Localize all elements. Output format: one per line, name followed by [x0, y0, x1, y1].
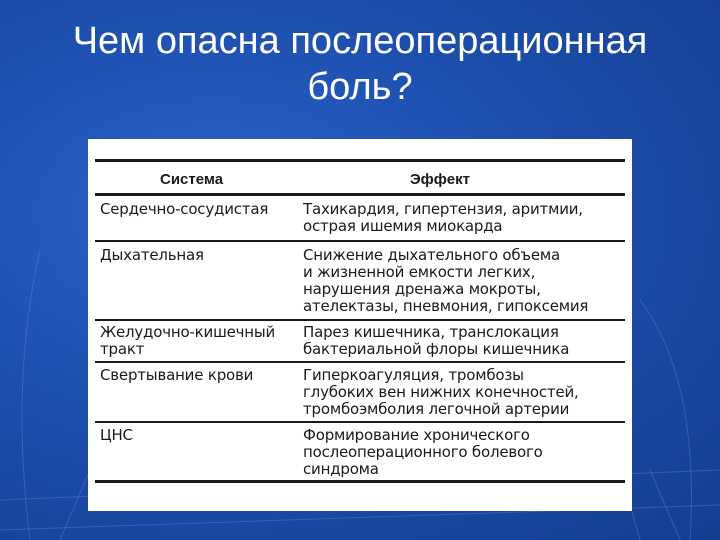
title-line-1: Чем опасна послеоперационная: [72, 20, 648, 62]
table-row-gi-system: [100, 324, 275, 358]
cell-text: глубоких вен нижних конечностей,: [303, 383, 579, 401]
table-row-cardio-effect: [303, 201, 583, 235]
table-top-rule: [95, 159, 625, 162]
cell-text: острая ишемия миокарда: [303, 217, 503, 235]
title-line-2: боль?: [307, 66, 413, 108]
cell-text: бактериальной флоры кишечника: [303, 340, 570, 358]
cell-text: Дыхательная: [100, 246, 204, 264]
row-divider: [95, 361, 625, 363]
effects-table: [88, 139, 632, 511]
cell-text: синдрома: [303, 460, 379, 478]
cell-text: Снижение дыхательного объема: [303, 246, 560, 264]
row-divider: [95, 319, 625, 321]
table-row-respiratory-system: [100, 247, 204, 264]
slide-title: [0, 18, 720, 110]
cell-text: ЦНС: [100, 426, 133, 444]
cell-text: Тахикардия, гипертензия, аритмии,: [303, 200, 583, 218]
cell-text: Желудочно-кишечный: [100, 323, 276, 341]
table-bottom-rule: [95, 480, 625, 483]
cell-text: Гиперкоагуляция, тромбозы: [303, 366, 524, 384]
table-row-coagulation-system: [100, 367, 253, 384]
table-row-cns-system: [100, 427, 133, 444]
table-row-cardio-system: [100, 201, 268, 218]
cell-text: Парез кишечника, транслокация: [303, 323, 559, 341]
cell-text: и жизненной емкости легких,: [303, 263, 536, 281]
table-row-gi-effect: [303, 324, 569, 358]
cell-text: Свертывание крови: [100, 366, 254, 384]
cell-text: Формирование хронического: [303, 426, 530, 444]
cell-text: ателектазы, пневмония, гипоксемия: [303, 297, 589, 315]
cell-text: послеоперационного болевого: [303, 443, 543, 461]
header-rule: [95, 193, 625, 196]
header-effect: Эффект: [410, 171, 470, 188]
table-row-respiratory-effect: [303, 247, 588, 315]
row-divider: [95, 240, 625, 242]
cell-text: Сердечно-сосудистая: [100, 200, 269, 218]
cell-text: нарушения дренажа мокроты,: [303, 280, 541, 298]
table-row-cns-effect: [303, 427, 543, 478]
cell-text: тромбоэмболия легочной артерии: [303, 400, 570, 418]
table-row-coagulation-effect: [303, 367, 579, 418]
cell-text: тракт: [100, 340, 145, 358]
row-divider: [95, 421, 625, 423]
header-system: Система: [160, 171, 224, 188]
